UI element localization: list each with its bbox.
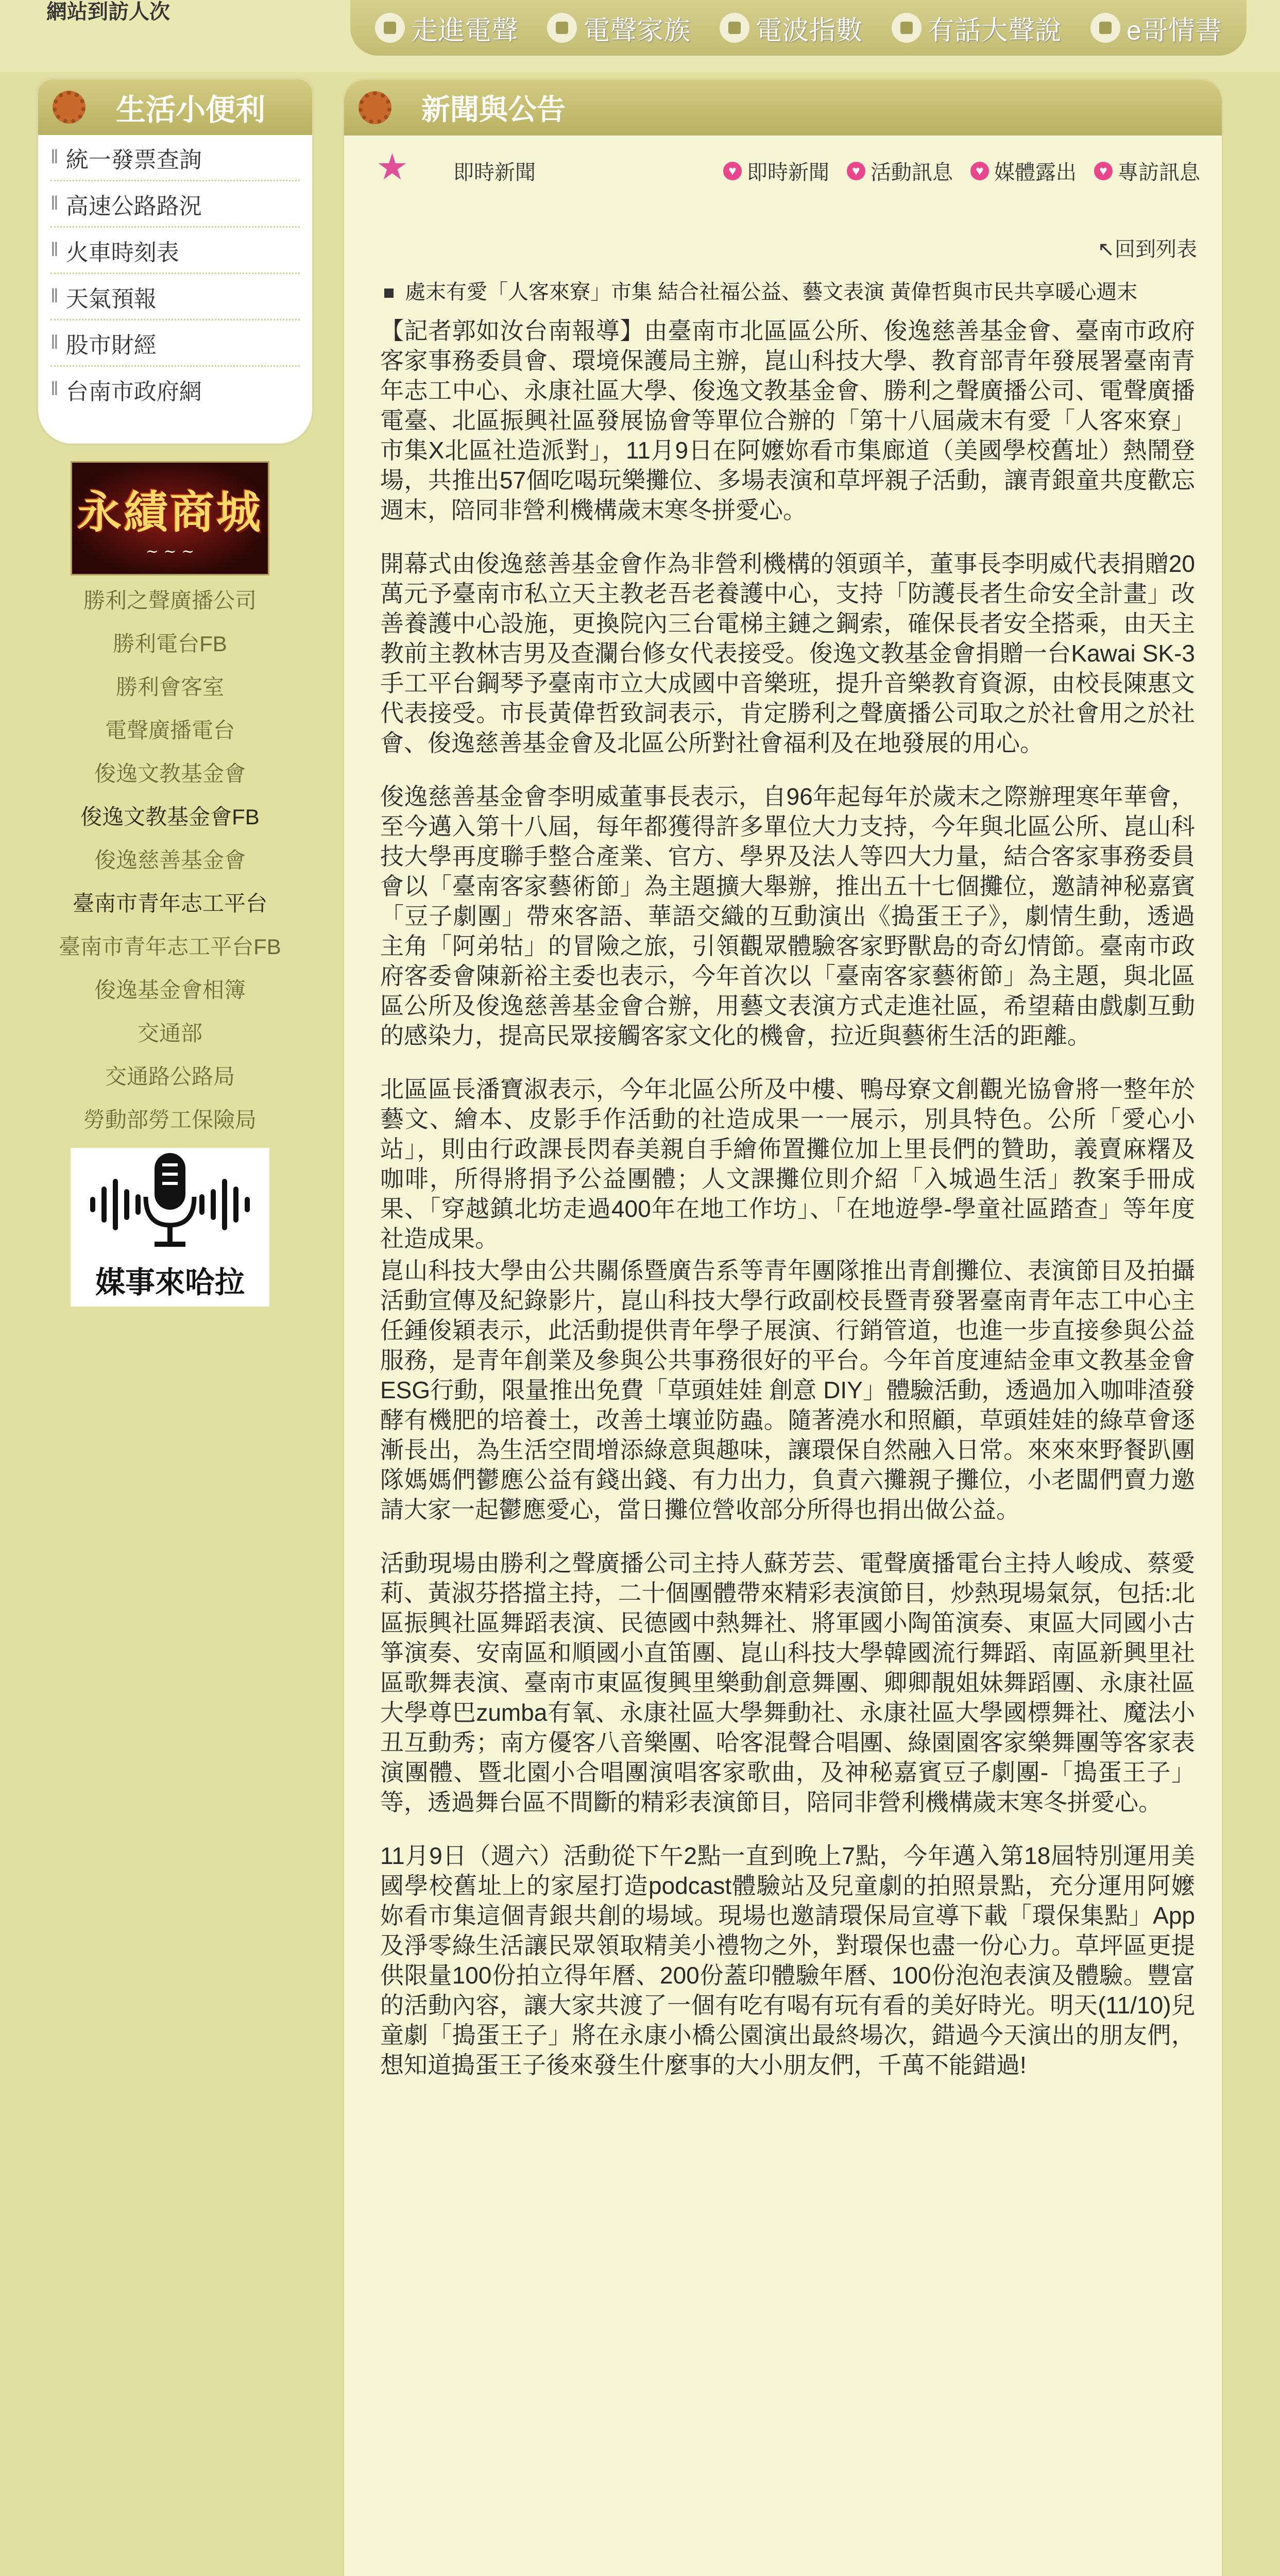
tab-label: 專訪訊息	[1118, 161, 1200, 184]
ext-link-victory-lounge[interactable]: 勝利會客室	[115, 675, 224, 699]
category-tabs	[723, 156, 1200, 185]
tab-media[interactable]	[970, 156, 1077, 185]
top-navigation	[350, 0, 1247, 56]
link-train-timetable[interactable]: ‖ 火車時刻表	[50, 228, 300, 274]
gear-icon	[359, 91, 391, 124]
news-panel	[343, 78, 1223, 2576]
article-paragraph: 【記者郭如汝台南報導】由臺南市北區區公所、俊逸慈善基金會、臺南市政府客家事務委員會、環境保護局主辦，崑山科技大學、教育部青年發展署臺南青年志工中心、永康社區大學、俊逸文教基金會、勝利之聲廣播公司、電聲廣播電臺、北區振興社區發展協會等單位合辦的「第十八屆歲末有愛「人客來寮」市集X北區社造派對」，11月9日在阿嬤妳看市集廊道（美國學校舊址）熱鬧登場，共推出57個吃喝玩樂攤位、多場表演和草坪親子活動，讓青銀童共度歡忘週末，陪同非營利機構歲末寒冬拼愛心。	[380, 317, 1195, 523]
tab-label: 媒體露出	[994, 161, 1077, 184]
top-bar	[0, 0, 1280, 72]
ext-link-labor-insurance[interactable]: 勞動部勞工保險局	[83, 1108, 257, 1132]
heart-icon: ♥	[970, 162, 989, 180]
nav-label: 有話大聲說	[927, 15, 1062, 46]
link-invoice-lottery[interactable]: ‖ 統一發票查詢	[50, 135, 300, 181]
family-icon	[547, 13, 577, 43]
ext-link-dianshen-radio[interactable]: 電聲廣播電台	[105, 718, 235, 742]
person-icon	[375, 13, 405, 43]
nav-label: 走進電聲	[411, 15, 519, 46]
article-paragraph: 11月9日（週六）活動從下午2點一直到晚上7點，今年邁入第18屆特別運用美國學校舊址上的家屋打造podcast體驗站及兒童劇的拍照景點，充分運用阿嬤妳看市集這個青銀共創的場域。現場也邀請環保局宣導下載「環保集點」App及淨零綠生活讓民眾領取精美小禮物之外，對環保也盡一份心力。草坪區更提供限量100份拍立得年曆、200份蓋印體驗年曆、100份泡泡表演及體驗。豐富的活動內容，讓大家共渡了一個有吃有喝有玩有看的美好時光。明天(11/10)兒童劇「搗蛋王子」將在永康小橋公園演出最終場次，錯過今天演出的朋友們，想知道搗蛋王子後來發生什麼事的大小朋友們，千萬不能錯過!	[380, 1842, 1195, 2078]
nav-about[interactable]	[375, 9, 518, 47]
ext-link-motc[interactable]: 交通部	[137, 1021, 202, 1045]
link-tainan-gov[interactable]: ‖ 台南市政府網	[50, 367, 300, 412]
ext-link-victory-radio[interactable]: 勝利之聲廣播公司	[83, 588, 257, 613]
promo-logo-flourish: ~ ~ ~	[145, 542, 195, 561]
ext-link-victory-fb[interactable]: 勝利電台FB	[113, 632, 227, 656]
news-panel-title: 新聞與公告	[421, 93, 566, 126]
tab-breaking-news[interactable]	[723, 156, 829, 185]
link-weather[interactable]: ‖ 天氣預報	[50, 274, 300, 320]
link-highway-traffic[interactable]: ‖ 高速公路路況	[50, 181, 300, 228]
ext-link-youth-volunteer[interactable]: 臺南市青年志工平台	[72, 891, 267, 916]
article-paragraph: 北區區長潘寶淑表示，今年北區公所及中樓、鴨母寮文創觀光協會將一整年於藝文、繪本、皮影手作活動的社造成果一一展示，別具特色。公所「愛心小站」，則由行政課長閃春美親自手繪佈置攤位加上里長們的贊助，義賣麻糬及咖啡，所得將捐予公益團體；人文課攤位則介紹「入城過生活」教案手冊成果、「穿越鎮北坊走過400年在地工作坊」、「在地遊學-學童社區踏查」等年度社造成果。	[380, 1076, 1195, 1252]
signal-icon	[720, 13, 749, 43]
article-paragraph: 活動現場由勝利之聲廣播公司主持人蘇芳芸、電聲廣播電台主持人峻成、蔡愛莉、黃淑芬搭擋主持，二十個團體帶來精彩表演節目，炒熱現場氣氛，包括:北區振興社區舞蹈表演、民德國中熱舞社、將軍國小陶笛演奏、東區大同國小古箏演奏、安南區和順國小直笛團、崑山科技大學韓國流行舞蹈、南區新興里社區歌舞表演、臺南市東區復興里樂動創意舞團、卿卿靚姐妹舞蹈團、永康社區大學尊巴zumba有氧、永康社區大學舞動社、永康社區大學國標舞社、魔法小丑互動秀；南方優客八音樂團、哈客混聲合唱團、綠園園客家樂舞團等客家表演團體、暨北園小合唱團演唱客家歌曲，及神秘嘉賓豆子劇團-「搗蛋王子」等，透過舞台區不間斷的精彩表演節目，陪同非營利機構歲末寒冬拼愛心。	[380, 1550, 1195, 1816]
nav-label: 電波指數	[755, 15, 863, 46]
tab-label: 即時新聞	[747, 161, 829, 184]
shooting-star-icon: ★	[376, 147, 408, 187]
arrow-up-left-icon: ↖	[1097, 238, 1115, 261]
current-category: 即時新聞	[453, 161, 536, 184]
article-paragraph: 俊逸慈善基金會李明威董事長表示，自96年起每年於歲末之際辦理寒年華會，至今邁入第十八屆，每年都獲得許多單位大力支持，今年與北區公所、崑山科技大學再度聯手整合產業、官方、學界及法人等四大力量，結合客家事務委員會以「臺南客家藝術節」為主題擴大舉辦，推出五十七個攤位，邀請神秘嘉賓「豆子劇團」帶來客語、華語交織的互動演出《搗蛋王子》，劇情生動，透過主角「阿弟牯」的冒險之旅，引領觀眾體驗客家野獸島的奇幻情節。臺南市政府客委會陳新裕主委也表示，今年首次以「臺南客家藝術節」為主題，與北區區公所及俊逸慈善基金會合辦，用藝文表演方式走進社區，希望藉由戲劇互動的感染力，提高民眾接觸客家文化的機會，拉近與藝術生活的距離。	[380, 783, 1195, 1049]
speech-icon	[892, 13, 921, 43]
article-paragraph: 開幕式由俊逸慈善基金會作為非營利機構的領頭羊，董事長李明威代表捐贈20萬元予臺南市私立天主教老吾老養護中心，支持「防護長者生命安全計畫」改善養護中心設施，更換院內三台電梯主鏈之鋼索，確保長者安全搭乘，由天主教前主教林吉男及查瀾台修女代表接受。俊逸文教基金會捐贈一台Kawai SK-3手工平台鋼琴予臺南市立大成國中音樂班，提升音樂教育資源，由校長陳惠文代表接受。市長黃偉哲致詞表示，肯定勝利之聲廣播公司取之於社會用之於社會、俊逸慈善基金會及北區公所對社會福利及在地發展的用心。	[380, 550, 1195, 756]
bullet-square-icon	[384, 289, 394, 298]
tab-interviews[interactable]	[1094, 156, 1200, 185]
article-body	[380, 316, 1195, 2104]
tab-label: 活動訊息	[871, 161, 953, 184]
back-to-list-link[interactable]	[1097, 233, 1197, 262]
letter-icon	[1090, 13, 1120, 43]
ext-link-highway-bureau[interactable]: 交通路公路局	[105, 1064, 235, 1089]
visitor-count-title: 網站到訪人次	[46, 1, 170, 23]
podcast-logo-text: 媒事來哈拉	[95, 1266, 245, 1299]
ext-link-junyi-charity[interactable]: 俊逸慈善基金會	[94, 848, 246, 872]
article-paragraph: 崑山科技大學由公共關係暨廣告系等青年團隊推出青創攤位、表演節目及拍攝活動宣傳及紀錄影片，崑山科技大學行政副校長暨青發署臺南青年志工中心主任鍾俊穎表示，此活動提供青年學子展演、行銷管道，也進一步直接參與公益服務，是青年創業及參與公共事務很好的平台。今年首度連結金車文教基金會ESG行動，限量推出免費「草頭娃娃 創意 DIY」體驗活動，透過加入咖啡渣發酵有機肥的培養土，改善土壤並防蟲。隨著澆水和照顧，草頭娃娃的綠草會逐漸長出，為生活空間增添綠意與趣味，讓環保自然融入日常。來來來野餐趴團隊媽媽們鬱應公益有錢出錢、有力出力，負責六攤親子攤位，小老闆們賣力邀請大家一起鬱應愛心，當日攤位營收部分所得也捐出做公益。	[380, 1257, 1195, 1523]
ext-link-junyi-education-fb[interactable]: 俊逸文教基金會FB	[80, 805, 260, 829]
tab-events[interactable]	[847, 156, 953, 185]
promo-logo-text: 永績商城	[77, 487, 263, 537]
nav-label: 電聲家族	[583, 15, 691, 46]
nav-ratings[interactable]	[720, 9, 863, 47]
yongji-mall-banner[interactable]	[71, 461, 269, 575]
article-headline	[384, 276, 1198, 305]
nav-label: e哥情書	[1126, 15, 1222, 46]
ext-link-junyi-album[interactable]: 俊逸基金會相簿	[94, 978, 246, 1002]
heart-icon: ♥	[1094, 162, 1113, 180]
link-stocks[interactable]: ‖ 股市財經	[50, 320, 300, 367]
podcast-banner[interactable]	[71, 1148, 269, 1307]
nav-love-letter[interactable]	[1090, 9, 1222, 47]
heart-icon: ♥	[847, 162, 865, 180]
news-tabs-row	[376, 146, 1200, 187]
ext-link-youth-volunteer-fb[interactable]: 臺南市青年志工平台FB	[59, 935, 281, 959]
back-to-list-label: 回到列表	[1115, 238, 1197, 261]
nav-family[interactable]	[547, 9, 690, 47]
gear-icon	[53, 91, 86, 124]
headline-text: 處末有愛「人客來寮」市集 結合社福公益、藝文表演 黃偉哲與市民共享暖心週末	[405, 281, 1138, 303]
panel-title: 生活小便利	[115, 93, 265, 127]
nav-speak-out[interactable]	[892, 9, 1062, 47]
microphone-icon	[85, 1148, 255, 1256]
news-panel-header	[344, 80, 1222, 135]
heart-icon: ♥	[723, 162, 742, 180]
ext-link-junyi-education[interactable]: 俊逸文教基金會	[94, 761, 246, 786]
life-convenience-panel	[36, 77, 314, 446]
panel-header	[38, 79, 312, 135]
